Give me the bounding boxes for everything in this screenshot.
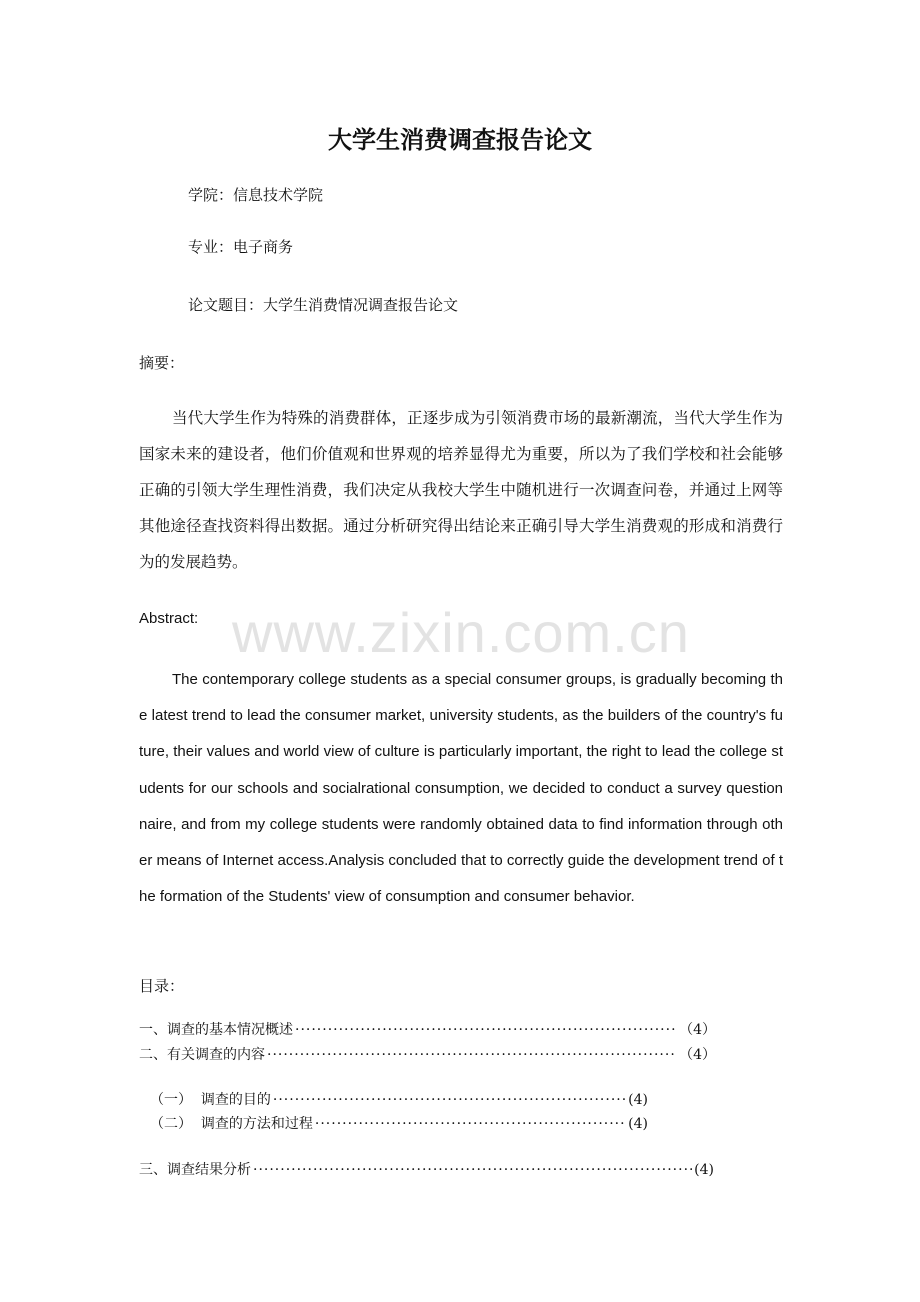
toc-item-page: (4): [628, 1092, 648, 1108]
toc-item-text: 一、调查的基本情况概述: [139, 1022, 293, 1038]
toc-item-page: （4）: [679, 1047, 716, 1063]
topic-line: 论文题目：大学生消费情况调查报告论文: [188, 296, 459, 314]
toc-item: [139, 1044, 716, 1064]
toc-item-text: 三、调查结果分析: [139, 1162, 251, 1178]
abstract-zh-text: 当代大学生作为特殊的消费群体，正逐步成为引领消费市场的最新潮流，当代大学生作为国家未来的建设者，他们价值观和世界观的培养显得尤为重要，所以为了我们学校和社会能够正确的引领大学生理性消费，我们决定从我校大学生中随机进行一次调查问卷，并通过上网等其他途径查找资料得出数据。通过分析研究得出结论来正确引导大学生消费观的形成和消费行为的发展趋势。: [139, 409, 783, 571]
toc-item-text: （一） 调查的目的: [150, 1092, 271, 1108]
abstract-zh-label: 摘要：: [139, 354, 185, 372]
toc-label: 目录：: [139, 977, 185, 995]
toc-item: [150, 1089, 648, 1109]
toc-item-page: （4）: [679, 1022, 716, 1038]
major-line: 专业：电子商务: [188, 238, 294, 256]
toc-leader: [267, 1047, 677, 1063]
toc-leader: [273, 1092, 626, 1108]
toc-item-text: 二、有关调查的内容: [139, 1047, 265, 1063]
toc-leader: [253, 1162, 692, 1178]
toc-leader: [315, 1116, 626, 1132]
toc-item-page: (4): [628, 1116, 648, 1132]
toc-item: [139, 1159, 714, 1179]
toc-item: [150, 1113, 648, 1133]
toc-item: [139, 1019, 716, 1039]
toc-leader: [295, 1022, 677, 1038]
watermark: www.zixin.com.cn: [232, 601, 690, 664]
abstract-en-label: Abstract:: [139, 610, 199, 627]
toc-item-page: (4): [694, 1162, 714, 1178]
paper-title: 大学生消费调查报告论文: [328, 126, 592, 154]
abstract-en-text: The contemporary college students as a special consumer groups, is gradually becoming the latest trend to lead the consumer market, university students, as the builders of the country's future, their values and world view of culture is particularly important, the right to lead the college students for our schools and socialrational consumption, we decided to conduct a survey questionnaire, and from my college students were randomly obtained data to find information through other means of Internet access.Analysis concluded that to correctly guide the development trend of the formation of the Students' view of consumption and consumer behavior.: [139, 671, 783, 906]
toc-item-text: （二） 调查的方法和过程: [150, 1116, 313, 1132]
college-line: 学院：信息技术学院: [188, 186, 324, 204]
